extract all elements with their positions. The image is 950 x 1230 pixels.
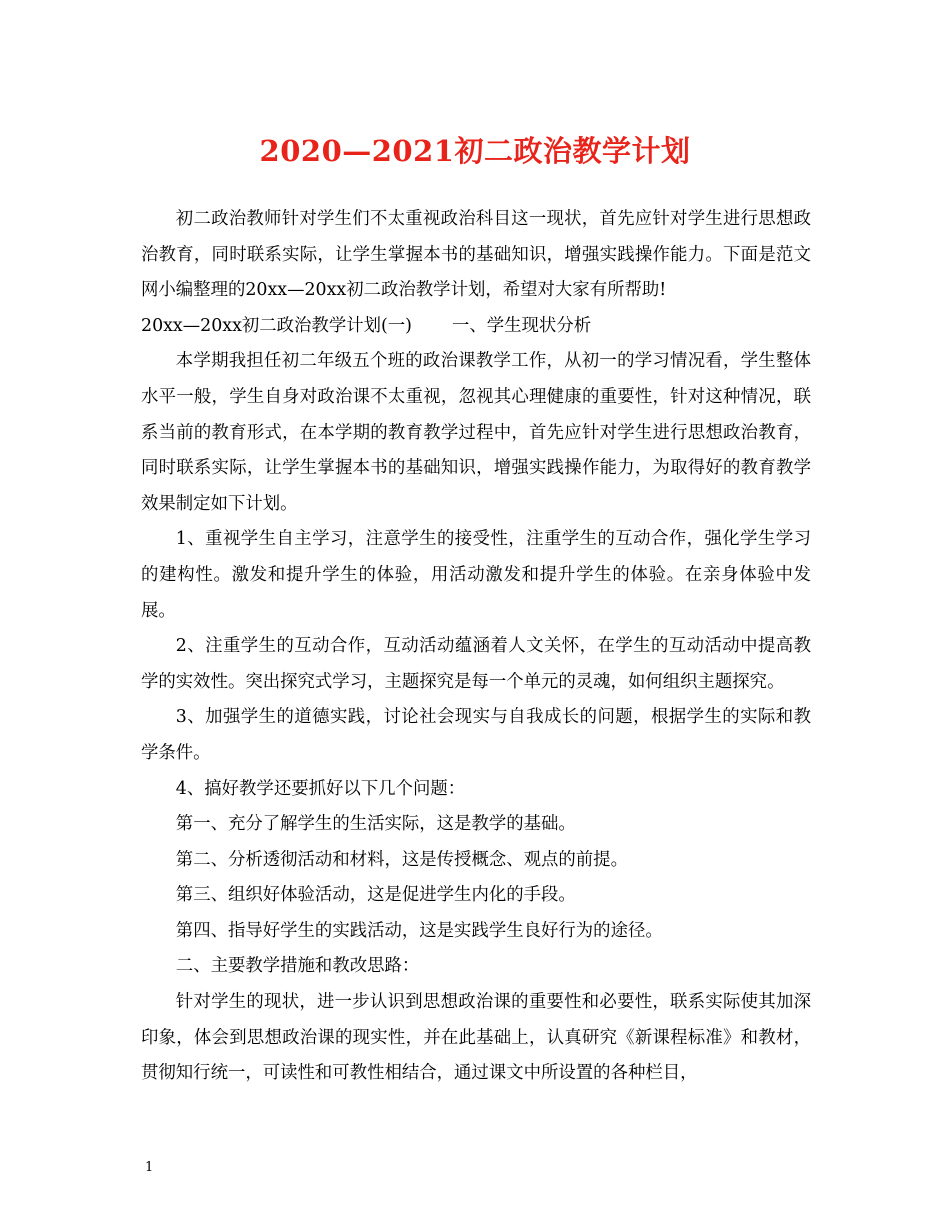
body-paragraph: 2、注重学生的互动合作，互动活动蕴涵着人文关怀，在学生的互动活动中提高教学的实效性。突出探究式学习，主题探究是每一个单元的灵魂，如何组织主题探究。 <box>141 636 811 692</box>
body-paragraph: 本学期我担任初二年级五个班的政治课教学工作，从初一的学习情况看，学生整体水平一般，学生自身对政治课不太重视，忽视其心理健康的重要性，针对这种情况，联系当前的教育形式，在本学期的教育教学过程中，首先应针对学生进行思想政治教育，同时联系实际，让学生掌握本书的基础知识，增强实践操作能力，为取得好的教育教学效果制定如下计划。 <box>141 351 811 514</box>
body-paragraph: 第二、分析透彻活动和材料，这是传授概念、观点的前提。 <box>175 849 628 870</box>
document-title: 2020—2021初二政治教学计划 <box>259 134 691 168</box>
body-paragraph: 1、重视学生自主学习，注意学生的接受性，注重学生的互动合作，强化学生学习的建构性。激发和提升学生的体验，用活动激发和提升学生的体验。在亲身体验中发展。 <box>141 529 811 621</box>
page-number: 1 <box>145 1160 154 1175</box>
body-paragraph: 针对学生的现状，进一步认识到思想政治课的重要性和必要性，联系实际使其加深印象，体会到思想政治课的现实性，并在此基础上，认真研究《新课程标准》和教材，贯彻知行统一，可读性和可教性相结合，通过课文中所设置的各种栏目， <box>141 992 811 1084</box>
section-heading-status: 一、学生现状分析 <box>451 315 592 336</box>
body-paragraph: 第四、指导好学生的实践活动，这是实践学生良好行为的途径。 <box>175 920 663 941</box>
body-paragraph: 第三、组织好体验活动，这是促进学生内化的手段。 <box>175 885 576 906</box>
intro-paragraph: 初二政治教师针对学生们不太重视政治科目这一现状，首先应针对学生进行思想政治教育，同时联系实际，让学生掌握本书的基础知识，增强实践操作能力。下面是范文网小编整理的20xx—20xx初二政治教学计划，希望对大家有所帮助! <box>141 209 811 301</box>
plan-subheading: 20xx—20xx初二政治教学计划(一) <box>141 315 412 336</box>
body-paragraph: 4、搞好教学还要抓好以下几个问题： <box>175 778 466 799</box>
body-paragraph: 3、加强学生的道德实践，讨论社会现实与自我成长的问题，根据学生的实际和教学条件。 <box>141 707 811 763</box>
subheading-line <box>141 309 811 345</box>
document-body <box>141 202 811 1092</box>
section-heading-measures: 二、主要教学措施和教改思路： <box>175 956 420 977</box>
body-paragraph: 第一、充分了解学生的生活实际，这是教学的基础。 <box>175 814 576 835</box>
